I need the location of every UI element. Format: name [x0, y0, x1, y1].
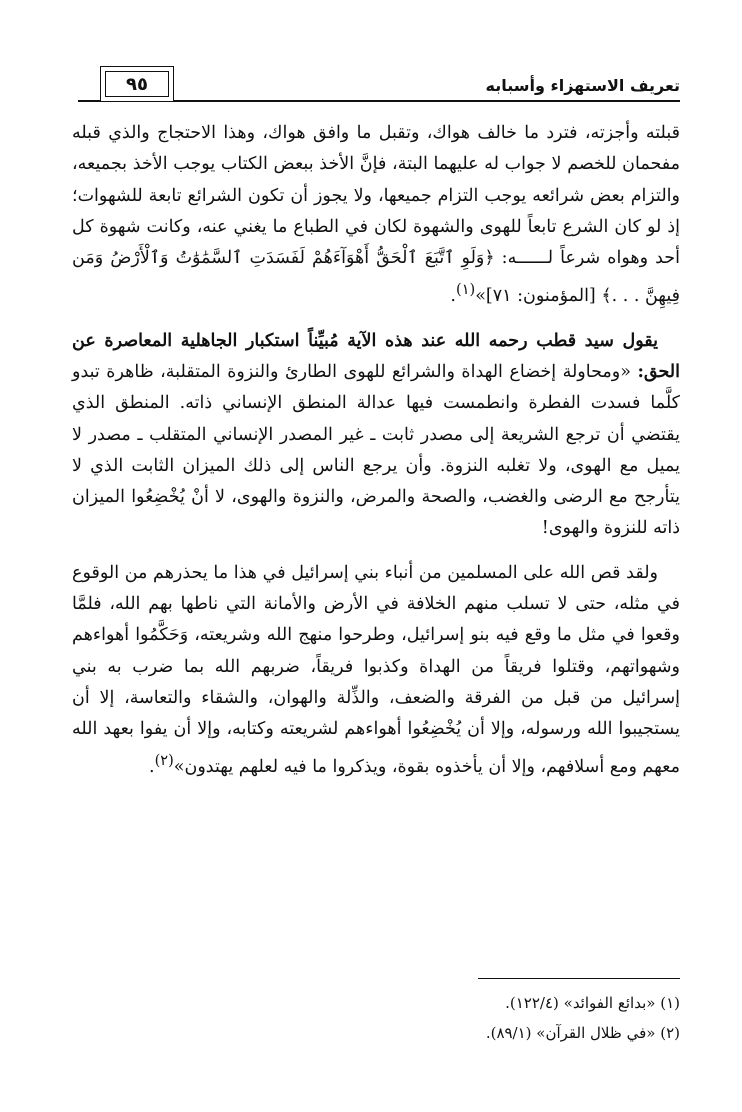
paragraph-1-end: . [450, 286, 456, 307]
quran-verse: ﴿وَلَوِ ٱتَّبَعَ ٱلْحَقُّ أَهْوَآءَهُمْ لَفَسَدَتِ ٱلسَّمَٰوَٰتُ وَٱلْأَرْضُ وَمَن فِيهِنَّ . . .﴾ [72, 248, 680, 307]
footnote-1 [72, 988, 680, 1018]
footnote-1-number: (١) [660, 994, 680, 1012]
footnote-2-number: (٢) [660, 1024, 680, 1042]
page-body [72, 118, 680, 784]
paragraph-1-text: قبلته وأجزته، فترد ما خالف هواك، وتقبل ما وافق هواك، وهذا الاحتجاج والذي قبله مفحمان للخصم لا جواب له عليهما البتة، فإنَّ الأخذ ببعض الكتاب يوجب الأخذ بجميعه، والتزام بعض شرائعه يوجب التزام جميعها، ولا يجوز أن تكون الشرائع تابعة للشهوات؛ إذ لو كان الشرع تابعاً للهوى والشهوة لكان في الطباع ما يغني عنه، وكانت شهوة كل أحد وهواه شرعاً لــــــه: [72, 123, 680, 269]
paragraph-3-text: ولقد قص الله على المسلمين من أنباء بني إسرائيل في هذا ما يحذرهم من الوقوع في مثله، حتى لا تسلب منهم الخلافة في الأرض والأمانة التي ناطها بهم الله، فلمَّا وقعوا في مثل ما وقع فيه بنو إسرائيل، وطرحوا منهج الله وشريعته، وَحَكَّمُوا أهواءهم وشهواتهم، وقتلوا فريقاً من الهداة وكذبوا فريقاً، ضربهم الله بما ضرب به بني إسرائيل من قبل من الفرقة والضعف، والذِّلة والهوان، والشقاء والتعاسة، إلا أن يستجيبوا الله ورسوله، وإلا أن يُخْضِعُوا أهواءهم لشريعته وكتابه، وإلا أن يفوا بعهد الله معهم ومع أسلافهم، وإلا أن يأخذوه بقوة، ويذكروا ما فيه لعلهم يهتدون» [72, 562, 680, 778]
paragraph-3 [72, 558, 680, 784]
paragraph-2-lead: يقول سيد قطب رحمه الله عند هذه الآية مُبيِّناً استكبار الجاهلية المعاصرة عن الحق: [72, 330, 680, 382]
paragraph-2 [72, 326, 680, 545]
page-number-frame [100, 66, 174, 102]
paragraph-1 [72, 118, 680, 313]
footnote-separator [478, 978, 680, 979]
footnote-ref-1[interactable]: (١) [456, 281, 476, 299]
footnote-ref-2[interactable]: (٢) [154, 752, 174, 770]
paragraph-3-end: . [149, 757, 155, 778]
running-title: تعريف الاستهزاء وأسبابه [485, 76, 680, 95]
page-header [78, 66, 680, 106]
verse-citation: [المؤمنون: ٧١]» [475, 286, 602, 307]
footnote-2-text: «في ظلال القرآن» (٨٩/١). [485, 1024, 656, 1042]
footnote-1-text: «بدائع الفوائد» (١٢٢/٤). [505, 994, 656, 1012]
page-number: ٩٥ [105, 71, 169, 97]
footnotes [72, 988, 680, 1048]
footnote-2 [72, 1018, 680, 1048]
paragraph-2-text: «ومحاولة إخضاع الهداة والشرائع للهوى الطارئ والنزوة المتقلبة، ظاهرة تبدو كلَّما فسدت الفطرة وانطمست فيها عدالة المنطق الإنساني ذاته. المنطق الذي يقتضي أن ترجع الشريعة إلى مصدر ثابت ـ غير المصدر الإنساني المتقلب ـ مصدر لا يميل مع الهوى، ولا تغلبه النزوة. وأن يرجع الناس إلى ذلك الميزان الثابت الذي لا يتأرجح مع الرضى والغضب، والصحة والمرض، والنزوة والهوى، لا أنْ يُخْضِعُوا الميزان ذاته للنزوة والهوى! [72, 361, 680, 539]
